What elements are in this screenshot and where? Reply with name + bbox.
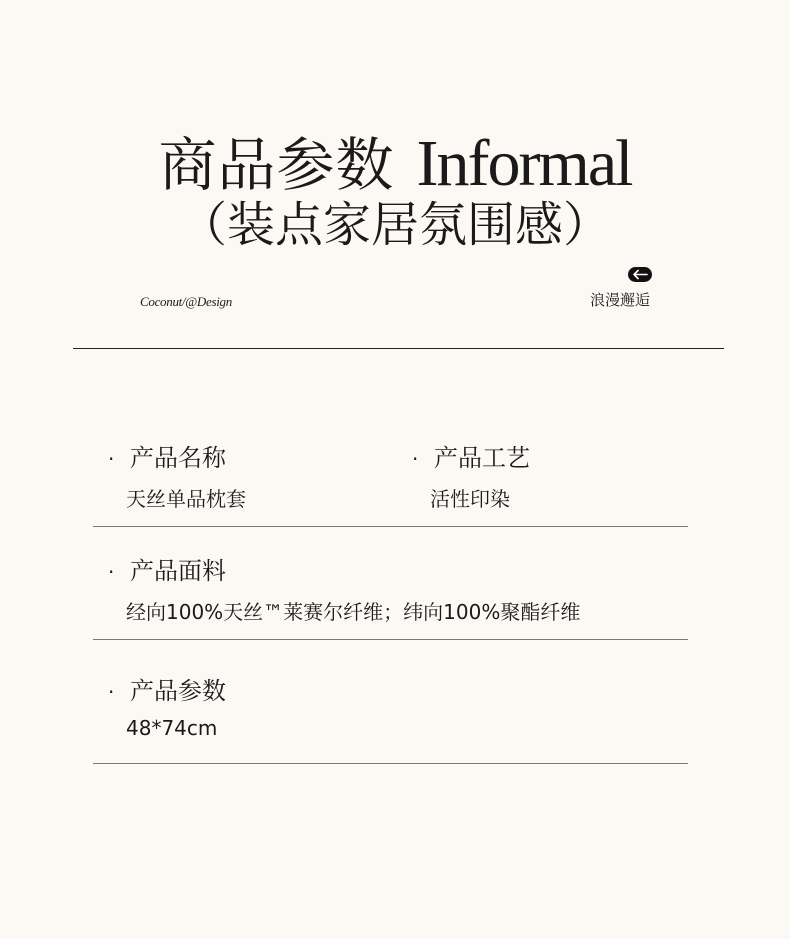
row-divider — [93, 639, 688, 640]
bullet: · — [108, 447, 115, 471]
param-value: 经向100%天丝™莱赛尔纤维；纬向100%聚酯纤维 — [126, 600, 581, 624]
design-signature: Coconut/@Design — [140, 294, 232, 309]
param-product-craft — [412, 438, 530, 512]
row-divider — [93, 763, 688, 764]
page-subtitle: （装点家居氛围感） — [178, 197, 611, 253]
bullet: · — [412, 447, 419, 471]
title-english: Informal — [416, 127, 632, 200]
row-divider — [93, 526, 688, 527]
param-value: 活性印染 — [430, 487, 510, 511]
bullet: · — [108, 560, 115, 584]
title-chinese: 商品参数 — [158, 131, 395, 199]
param-label: 产品参数 — [130, 677, 226, 705]
param-value: 48*74cm — [126, 716, 218, 740]
tagline: 浪漫邂逅 — [590, 291, 651, 309]
param-product-fabric — [108, 551, 580, 625]
param-value: 天丝单品枕套 — [126, 487, 246, 511]
param-product-size — [108, 671, 226, 740]
param-label: 产品工艺 — [434, 444, 530, 472]
param-label: 产品名称 — [130, 444, 226, 472]
header-divider — [73, 348, 724, 349]
param-product-name — [108, 438, 246, 512]
left-arrow-icon — [628, 267, 652, 282]
bullet: · — [108, 680, 115, 704]
param-label: 产品面料 — [130, 557, 226, 585]
